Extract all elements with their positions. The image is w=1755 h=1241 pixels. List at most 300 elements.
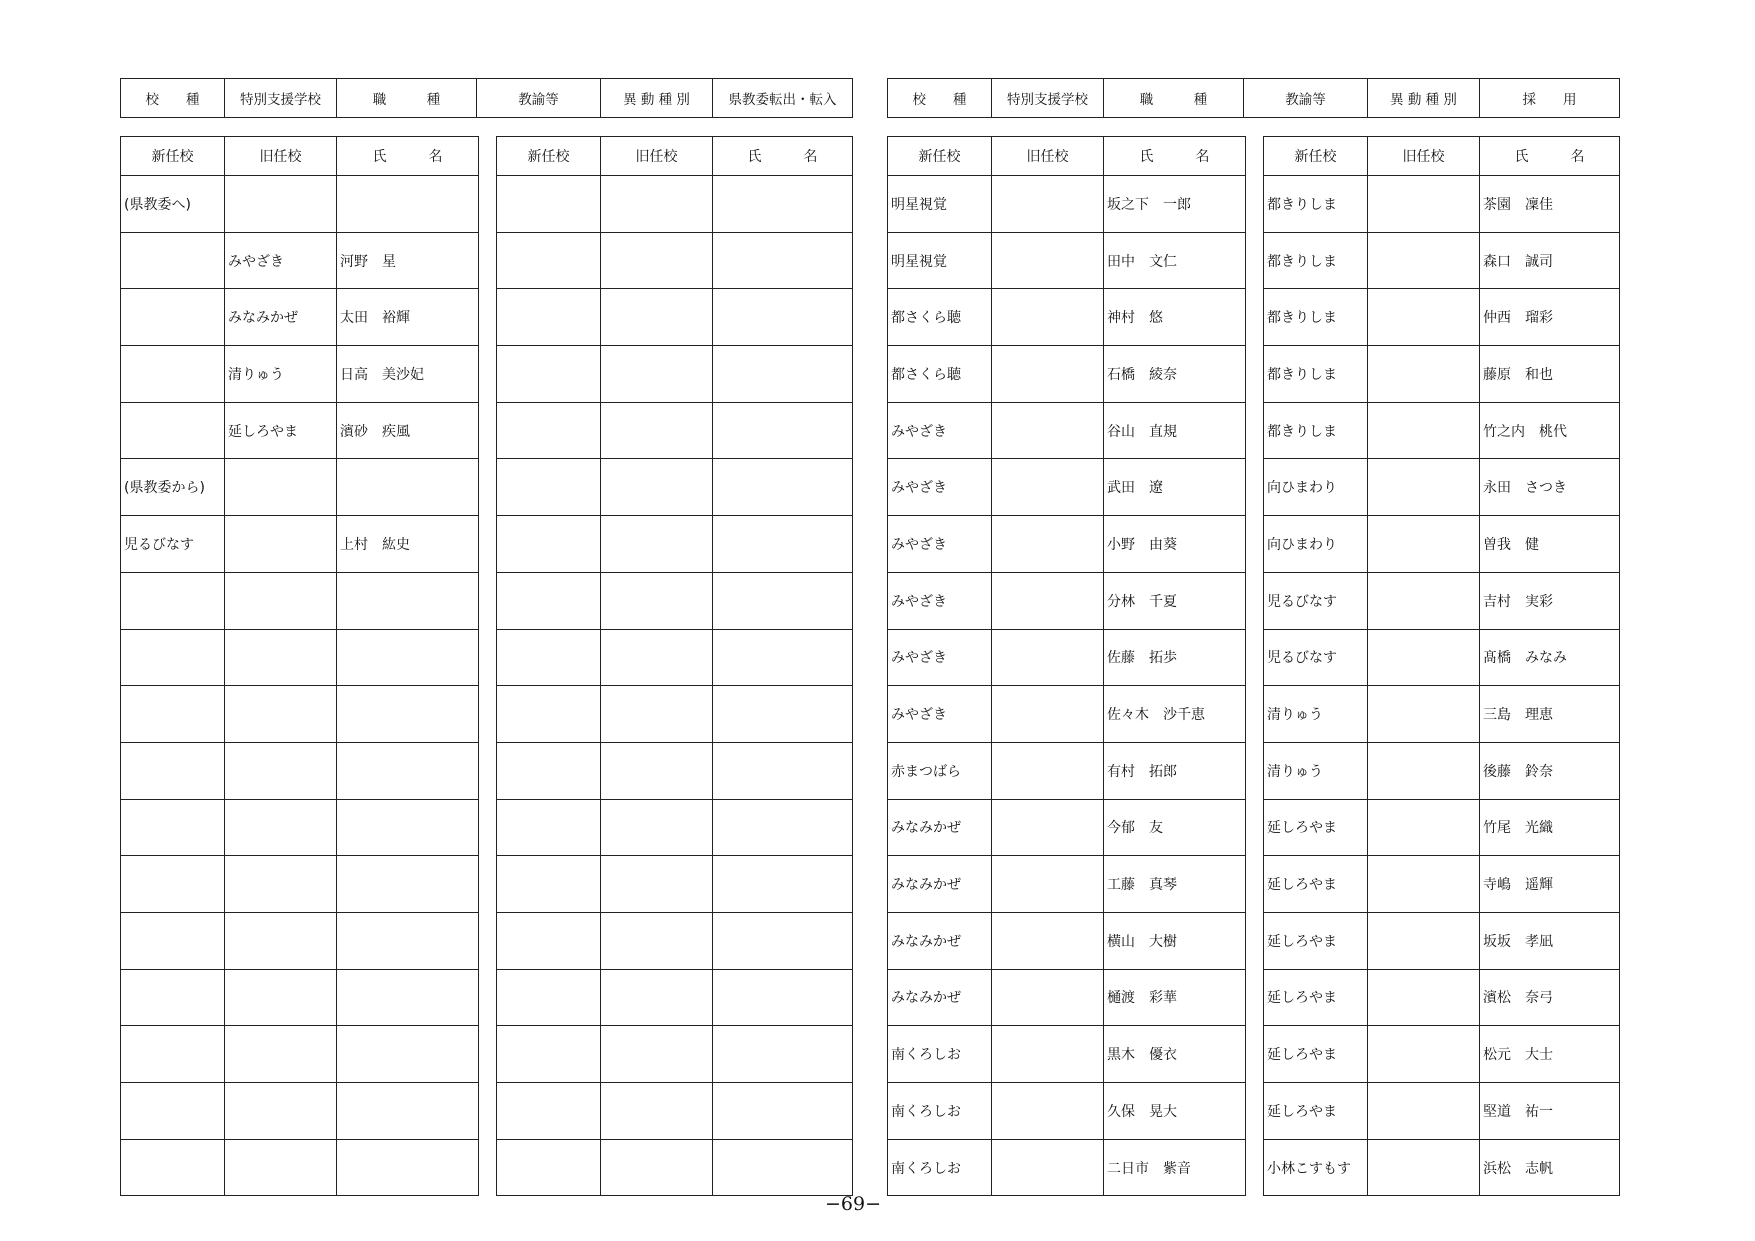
cell-new-school [121, 799, 225, 856]
cell-new-school [121, 402, 225, 459]
cell-new-school [497, 969, 601, 1026]
cell-name: 三島 理恵 [1480, 686, 1620, 743]
column-header-new-school: 新任校 [497, 137, 601, 176]
cell-new-school: 南くろしお [888, 1026, 992, 1083]
cell-new-school [497, 176, 601, 233]
cell-new-school: 向ひまわり [1264, 516, 1368, 573]
cell-old-school [1368, 1139, 1480, 1196]
cell-name: 上村 紘史 [337, 516, 479, 573]
cell-old-school [992, 516, 1104, 573]
cell-old-school [601, 232, 713, 289]
cell-name: 工藤 真琴 [1104, 856, 1246, 913]
cell-name: 横山 大樹 [1104, 912, 1246, 969]
column-header-old-school: 旧任校 [1368, 137, 1480, 176]
table-row [497, 1139, 853, 1196]
table-row [1264, 742, 1620, 799]
cell-name [337, 1139, 479, 1196]
cell-new-school [121, 346, 225, 403]
cell-name [337, 1083, 479, 1140]
cell-name [337, 856, 479, 913]
cell-old-school [1368, 176, 1480, 233]
right-header-table [887, 78, 1620, 118]
cell-old-school [601, 969, 713, 1026]
cell-name: 寺嶋 遥輝 [1480, 856, 1620, 913]
cell-name: 谷山 直規 [1104, 402, 1246, 459]
table-row [497, 799, 853, 856]
cell-old-school [601, 459, 713, 516]
cell-new-school: 児るびなす [1264, 629, 1368, 686]
table-row [497, 516, 853, 573]
cell-new-school: 清りゅう [1264, 742, 1368, 799]
table-row [1264, 572, 1620, 629]
cell-name: 小野 由葵 [1104, 516, 1246, 573]
cell-new-school [121, 742, 225, 799]
cell-name [713, 1139, 853, 1196]
cell-old-school [601, 572, 713, 629]
table-row [121, 402, 479, 459]
cell-name [713, 459, 853, 516]
column-header-new-school: 新任校 [1264, 137, 1368, 176]
cell-new-school [497, 1083, 601, 1140]
cell-name: 佐々木 沙千恵 [1104, 686, 1246, 743]
right-job-type-value: 教諭等 [1244, 79, 1368, 118]
cell-new-school: 都きりしま [1264, 289, 1368, 346]
cell-name [713, 856, 853, 913]
cell-name [337, 629, 479, 686]
cell-new-school: 延しろやま [1264, 1083, 1368, 1140]
column-header-new-school: 新任校 [888, 137, 992, 176]
table-row [497, 969, 853, 1026]
cell-new-school: みなみかぜ [888, 856, 992, 913]
cell-old-school [601, 176, 713, 233]
cell-new-school [121, 629, 225, 686]
cell-old-school [225, 629, 337, 686]
cell-old-school [1368, 232, 1480, 289]
left-transfer-type-label: 異 動 種 別 [601, 79, 713, 118]
cell-new-school: (県教委へ) [121, 176, 225, 233]
table-row [1264, 912, 1620, 969]
column-header-name: 氏 名 [337, 137, 479, 176]
cell-name: 濱松 奈弓 [1480, 969, 1620, 1026]
table-row [1264, 1139, 1620, 1196]
table-row [121, 969, 479, 1026]
cell-old-school [992, 572, 1104, 629]
cell-name: 松元 大士 [1480, 1026, 1620, 1083]
table-row [888, 516, 1246, 573]
cell-new-school: 延しろやま [1264, 912, 1368, 969]
table-row [888, 402, 1246, 459]
cell-old-school [992, 289, 1104, 346]
cell-name [713, 1083, 853, 1140]
table-row [121, 516, 479, 573]
cell-old-school [1368, 742, 1480, 799]
cell-old-school [992, 1026, 1104, 1083]
cell-name: 河野 星 [337, 232, 479, 289]
table-row [497, 856, 853, 913]
cell-name: 石橋 綾奈 [1104, 346, 1246, 403]
cell-new-school [497, 1139, 601, 1196]
left-transfer-type-value: 県教委転出・転入 [713, 79, 853, 118]
cell-new-school [121, 856, 225, 913]
table-row [1264, 969, 1620, 1026]
cell-old-school [992, 1083, 1104, 1140]
left-header-table [120, 78, 853, 118]
cell-new-school: 都さくら聴 [888, 346, 992, 403]
cell-old-school [992, 1139, 1104, 1196]
cell-old-school [992, 459, 1104, 516]
table-row [121, 232, 479, 289]
column-header-new-school: 新任校 [121, 137, 225, 176]
table-row [497, 176, 853, 233]
cell-old-school [601, 742, 713, 799]
table-row [1264, 232, 1620, 289]
cell-old-school [992, 232, 1104, 289]
right-job-type-label: 職 種 [1104, 79, 1244, 118]
table-row [121, 1026, 479, 1083]
cell-new-school: 都さくら聴 [888, 289, 992, 346]
table-row [497, 912, 853, 969]
table-row [121, 459, 479, 516]
right-transfer-type-value: 採 用 [1480, 79, 1620, 118]
cell-name: 竹尾 光織 [1480, 799, 1620, 856]
cell-old-school [1368, 572, 1480, 629]
cell-new-school [121, 572, 225, 629]
cell-new-school: 児るびなす [121, 516, 225, 573]
cell-old-school [601, 629, 713, 686]
cell-name [713, 346, 853, 403]
cell-name [713, 572, 853, 629]
cell-name: 佐藤 拓歩 [1104, 629, 1246, 686]
cell-old-school [601, 856, 713, 913]
cell-old-school [601, 1026, 713, 1083]
cell-old-school [1368, 1026, 1480, 1083]
cell-name: 有村 拓郎 [1104, 742, 1246, 799]
table-row [121, 176, 479, 233]
cell-new-school: 赤まつばら [888, 742, 992, 799]
table-row [121, 1083, 479, 1140]
left-job-type-label: 職 種 [337, 79, 477, 118]
cell-name [713, 402, 853, 459]
cell-name: 坂之下 一郎 [1104, 176, 1246, 233]
cell-old-school [225, 516, 337, 573]
cell-old-school: みなみかぜ [225, 289, 337, 346]
cell-new-school: みなみかぜ [888, 799, 992, 856]
cell-name [713, 176, 853, 233]
cell-old-school [992, 402, 1104, 459]
cell-name: 後藤 鈴奈 [1480, 742, 1620, 799]
cell-name [337, 572, 479, 629]
cell-old-school [601, 516, 713, 573]
table-row [888, 686, 1246, 743]
cell-name [713, 742, 853, 799]
table-row [121, 346, 479, 403]
cell-new-school [497, 912, 601, 969]
cell-name [713, 799, 853, 856]
cell-name [713, 912, 853, 969]
cell-name [713, 289, 853, 346]
cell-name [713, 516, 853, 573]
cell-old-school [225, 572, 337, 629]
cell-name [337, 686, 479, 743]
cell-name: 茶園 凜佳 [1480, 176, 1620, 233]
cell-name: 今郁 友 [1104, 799, 1246, 856]
column-header-old-school: 旧任校 [992, 137, 1104, 176]
left-school-type-label: 校 種 [121, 79, 225, 118]
cell-old-school [601, 1083, 713, 1140]
cell-new-school [121, 1139, 225, 1196]
cell-name [337, 969, 479, 1026]
cell-old-school [992, 346, 1104, 403]
cell-new-school: みやざき [888, 572, 992, 629]
roster-table-1 [120, 136, 479, 1196]
cell-name: 田中 文仁 [1104, 232, 1246, 289]
table-row [497, 402, 853, 459]
cell-new-school: 延しろやま [1264, 969, 1368, 1026]
table-row [497, 346, 853, 403]
cell-old-school [992, 799, 1104, 856]
table-row [121, 1139, 479, 1196]
table-row [1264, 799, 1620, 856]
cell-old-school [1368, 516, 1480, 573]
column-header-row [888, 137, 1246, 176]
cell-old-school [601, 912, 713, 969]
cell-old-school [1368, 799, 1480, 856]
table-row [121, 289, 479, 346]
cell-old-school [225, 176, 337, 233]
cell-new-school [121, 1026, 225, 1083]
cell-new-school [497, 799, 601, 856]
cell-new-school [497, 402, 601, 459]
cell-old-school [1368, 629, 1480, 686]
cell-old-school [225, 742, 337, 799]
cell-old-school [225, 1139, 337, 1196]
cell-name [337, 176, 479, 233]
right-transfer-type-label: 異 動 種 別 [1368, 79, 1480, 118]
table-row [888, 969, 1246, 1026]
cell-old-school [225, 856, 337, 913]
table-row [1264, 176, 1620, 233]
cell-old-school [225, 799, 337, 856]
cell-new-school: みやざき [888, 516, 992, 573]
cell-name [337, 742, 479, 799]
table-row [1264, 402, 1620, 459]
cell-new-school: 南くろしお [888, 1139, 992, 1196]
roster-table-3 [887, 136, 1246, 1196]
cell-name: 藤原 和也 [1480, 346, 1620, 403]
cell-old-school [225, 1083, 337, 1140]
cell-new-school: みやざき [888, 629, 992, 686]
cell-name [713, 629, 853, 686]
table-row [888, 572, 1246, 629]
cell-old-school [1368, 686, 1480, 743]
left-school-type-value: 特別支援学校 [225, 79, 337, 118]
cell-name [337, 1026, 479, 1083]
cell-new-school [497, 1026, 601, 1083]
cell-name: 浜松 志帆 [1480, 1139, 1620, 1196]
table-row [497, 572, 853, 629]
table-row [497, 289, 853, 346]
table-row [888, 289, 1246, 346]
table-row [121, 799, 479, 856]
table-row [497, 629, 853, 686]
cell-old-school [601, 402, 713, 459]
table-row [121, 686, 479, 743]
cell-name: 神村 悠 [1104, 289, 1246, 346]
table-row [1264, 516, 1620, 573]
cell-old-school [601, 686, 713, 743]
cell-old-school [992, 856, 1104, 913]
column-header-name: 氏 名 [1104, 137, 1246, 176]
cell-name: 森口 誠司 [1480, 232, 1620, 289]
left-header-row [121, 79, 853, 118]
cell-new-school [121, 232, 225, 289]
cell-new-school: (県教委から) [121, 459, 225, 516]
cell-name: 永田 さつき [1480, 459, 1620, 516]
table-row [1264, 856, 1620, 913]
cell-new-school: 南くろしお [888, 1083, 992, 1140]
cell-name: 久保 晃大 [1104, 1083, 1246, 1140]
table-row [121, 629, 479, 686]
cell-old-school [992, 912, 1104, 969]
column-header-old-school: 旧任校 [225, 137, 337, 176]
roster-table-2 [496, 136, 853, 1196]
cell-old-school [601, 346, 713, 403]
cell-new-school: みなみかぜ [888, 912, 992, 969]
table-row [1264, 459, 1620, 516]
cell-name: 濱砂 疾風 [337, 402, 479, 459]
cell-old-school [225, 686, 337, 743]
table-row [497, 742, 853, 799]
cell-new-school [497, 232, 601, 289]
cell-new-school [121, 969, 225, 1026]
cell-old-school [1368, 346, 1480, 403]
cell-old-school [1368, 289, 1480, 346]
table-row [888, 232, 1246, 289]
cell-old-school [992, 742, 1104, 799]
cell-new-school [121, 1083, 225, 1140]
column-header-old-school: 旧任校 [601, 137, 713, 176]
cell-name [713, 1026, 853, 1083]
cell-old-school [601, 289, 713, 346]
cell-new-school: 都きりしま [1264, 402, 1368, 459]
cell-name: 樋渡 彩華 [1104, 969, 1246, 1026]
cell-new-school: 延しろやま [1264, 1026, 1368, 1083]
table-row [497, 686, 853, 743]
cell-old-school [1368, 1083, 1480, 1140]
table-row [1264, 629, 1620, 686]
cell-new-school: みやざき [888, 402, 992, 459]
cell-old-school [601, 1139, 713, 1196]
table-row [888, 912, 1246, 969]
cell-old-school [1368, 856, 1480, 913]
cell-name: 吉村 実彩 [1480, 572, 1620, 629]
cell-name [713, 232, 853, 289]
cell-new-school [497, 346, 601, 403]
cell-new-school: みなみかぜ [888, 969, 992, 1026]
cell-old-school [1368, 402, 1480, 459]
cell-new-school [121, 686, 225, 743]
page-number: −69− [824, 1193, 882, 1215]
cell-name: 太田 裕輝 [337, 289, 479, 346]
cell-new-school: 向ひまわり [1264, 459, 1368, 516]
cell-name: 堅道 祐一 [1480, 1083, 1620, 1140]
right-header-row [888, 79, 1620, 118]
cell-new-school [497, 686, 601, 743]
cell-name: 竹之内 桃代 [1480, 402, 1620, 459]
column-header-row [1264, 137, 1620, 176]
table-row [1264, 1026, 1620, 1083]
cell-new-school [121, 289, 225, 346]
cell-old-school [992, 686, 1104, 743]
cell-old-school [1368, 912, 1480, 969]
cell-name: 黒木 優衣 [1104, 1026, 1246, 1083]
cell-new-school: 清りゅう [1264, 686, 1368, 743]
cell-name: 髙橋 みなみ [1480, 629, 1620, 686]
cell-old-school: みやざき [225, 232, 337, 289]
table-row [888, 799, 1246, 856]
cell-old-school: 延しろやま [225, 402, 337, 459]
left-job-type-value: 教諭等 [477, 79, 601, 118]
right-school-type-value: 特別支援学校 [992, 79, 1104, 118]
cell-new-school [497, 516, 601, 573]
cell-name: 武田 遼 [1104, 459, 1246, 516]
table-row [497, 459, 853, 516]
cell-old-school [225, 1026, 337, 1083]
table-row [121, 856, 479, 913]
cell-name [713, 969, 853, 1026]
column-header-name: 氏 名 [1480, 137, 1620, 176]
cell-new-school: 明星視覚 [888, 176, 992, 233]
right-school-type-label: 校 種 [888, 79, 992, 118]
table-row [888, 742, 1246, 799]
table-row [888, 346, 1246, 403]
cell-new-school: みやざき [888, 686, 992, 743]
cell-old-school [601, 799, 713, 856]
table-row [888, 1139, 1246, 1196]
cell-new-school [497, 629, 601, 686]
cell-new-school [497, 572, 601, 629]
cell-new-school: 延しろやま [1264, 856, 1368, 913]
cell-new-school [121, 912, 225, 969]
table-row [497, 1083, 853, 1140]
table-row [888, 459, 1246, 516]
cell-old-school: 清りゅう [225, 346, 337, 403]
cell-new-school [497, 742, 601, 799]
cell-name [337, 912, 479, 969]
cell-new-school [497, 459, 601, 516]
cell-new-school: みやざき [888, 459, 992, 516]
table-row [1264, 289, 1620, 346]
table-row [121, 572, 479, 629]
table-row [888, 176, 1246, 233]
cell-new-school: 小林こすもす [1264, 1139, 1368, 1196]
table-row [1264, 1083, 1620, 1140]
cell-name: 日高 美沙妃 [337, 346, 479, 403]
cell-name: 坂坂 孝凪 [1480, 912, 1620, 969]
cell-new-school: 明星視覚 [888, 232, 992, 289]
cell-old-school [225, 459, 337, 516]
cell-old-school [1368, 969, 1480, 1026]
cell-old-school [992, 969, 1104, 1026]
table-row [888, 1083, 1246, 1140]
table-row [121, 742, 479, 799]
table-row [497, 232, 853, 289]
table-row [888, 1026, 1246, 1083]
cell-name: 仲西 瑠彩 [1480, 289, 1620, 346]
table-row [1264, 346, 1620, 403]
cell-new-school [497, 289, 601, 346]
cell-old-school [992, 176, 1104, 233]
